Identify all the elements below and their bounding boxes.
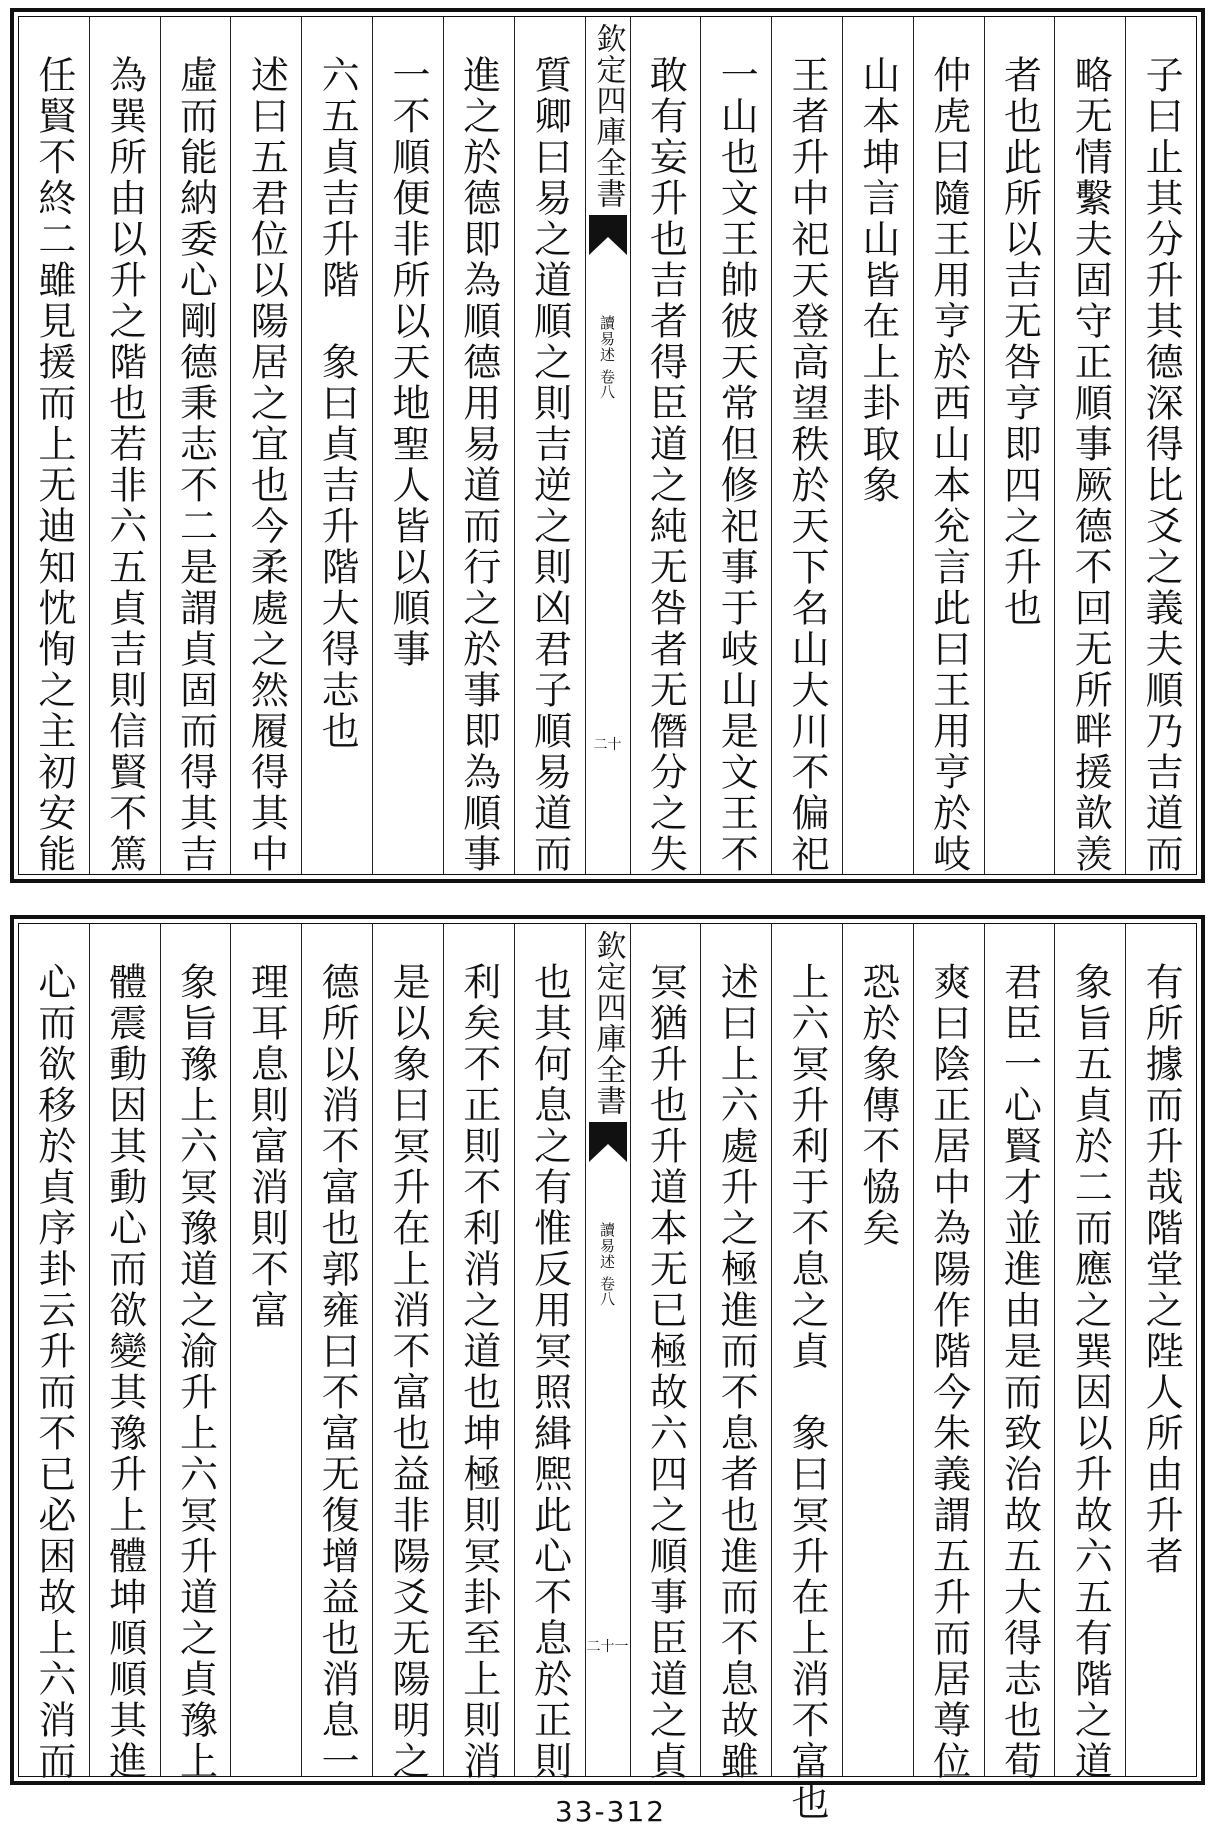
text-column: 述曰五君位以陽居之宜也今柔處之然履得其中 xyxy=(230,17,301,874)
text-column: 恐於象傳不恊矣 xyxy=(842,924,913,1776)
center-header: 欽定四庫全書 xyxy=(590,930,626,1116)
text-column: 冥猶升也升道本无已極故六四之順事臣道之貞 xyxy=(630,924,701,1776)
text-column: 一不順便非所以天地聖人皆以順事 xyxy=(372,17,443,874)
text-column: 理耳息則富消則不富 xyxy=(230,924,301,1776)
text-column: 六五貞吉升階 象曰貞吉升階大得志也 xyxy=(301,17,372,874)
center-fold xyxy=(585,17,630,874)
text-column: 是以象曰冥升在上消不富也益非陽爻无陽明之 xyxy=(372,924,443,1776)
book-title: 讀易述 xyxy=(598,315,616,363)
leaf-number: 二十一 xyxy=(586,1639,629,1655)
text-column: 象旨豫上六冥豫道之渝升上六冥升道之貞豫上 xyxy=(160,924,231,1776)
text-column: 進之於德即為順德用易道而行之於事即為順事 xyxy=(443,17,514,874)
text-column: 述曰上六處升之極進而不息者也進而不息故雖 xyxy=(700,924,771,1776)
text-column: 德所以消不富也郭雍曰不富无復增益也消息一 xyxy=(301,924,372,1776)
page-number-footer: 33-312 xyxy=(554,1795,667,1828)
fish-tail-icon xyxy=(589,215,627,255)
text-column: 山本坤言山皆在上卦取象 xyxy=(842,17,913,874)
text-column: 仲虎曰隨王用亨於西山本兊言此曰王用亨於岐 xyxy=(913,17,984,874)
center-fold xyxy=(585,924,630,1776)
text-column: 爽曰陰正居中為陽作階今朱義謂五升而居尊位 xyxy=(913,924,984,1776)
text-column: 虛而能納委心剛德秉志不二是謂貞固而得其吉 xyxy=(160,17,231,874)
text-column: 體震動因其動心而欲變其豫升上體坤順順其進 xyxy=(89,924,160,1776)
text-column: 略无情繫夫固守正順事厥德不回无所畔援歆羡 xyxy=(1054,17,1125,874)
upper-page xyxy=(10,8,1205,883)
text-column: 也其何息之有惟反用冥照緝熈此心不息於正則 xyxy=(514,924,585,1776)
text-column: 王者升中祀天登高望秩於天下名山大川不偏祀 xyxy=(771,17,842,874)
text-column: 子曰止其分升其德深得比爻之義夫順乃吉道而 xyxy=(1125,17,1196,874)
text-column: 心而欲移於貞序卦云升而不已必困故上六消而 xyxy=(31,962,76,1782)
leaf-number: 二十 xyxy=(593,737,622,753)
volume-label: 卷八 xyxy=(598,369,616,399)
text-column: 君臣一心賢才並進由是而致治故五大得志也荀 xyxy=(984,924,1055,1776)
fish-tail-icon xyxy=(589,1122,627,1162)
volume-label: 卷八 xyxy=(598,1276,616,1306)
upper-page-frame xyxy=(18,16,1197,875)
text-column: 質卿曰易之道順之則吉逆之則凶君子順易道而 xyxy=(514,17,585,874)
text-column: 利矣不正則不利消之道也坤極則冥卦至上則消 xyxy=(443,924,514,1776)
text-column: 象旨五貞於二而應之巽因以升故六五有階之道 xyxy=(1054,924,1125,1776)
center-header: 欽定四庫全書 xyxy=(590,23,626,209)
text-column: 一山也文王帥彼天常但修祀事于岐山是文王不 xyxy=(700,17,771,874)
text-column: 為巽所由以升之階也若非六五貞吉則信賢不篤 xyxy=(89,17,160,874)
upper-text-columns xyxy=(19,17,1196,874)
text-column: 上六冥升利于不息之貞 象曰冥升在上消不富也 xyxy=(771,924,842,1776)
text-column: 敢有妄升也吉者得臣道之純无咎者无僭分之失 xyxy=(630,17,701,874)
text-column: 任賢不終二雖見援而上无迪知忱恂之主初安能 xyxy=(31,55,76,875)
text-column: 者也此所以吉无咎亨即四之升也 xyxy=(984,17,1055,874)
book-title: 讀易述 xyxy=(598,1222,616,1270)
text-column: 有所據而升哉階堂之陛人所由升者 xyxy=(1125,924,1196,1776)
